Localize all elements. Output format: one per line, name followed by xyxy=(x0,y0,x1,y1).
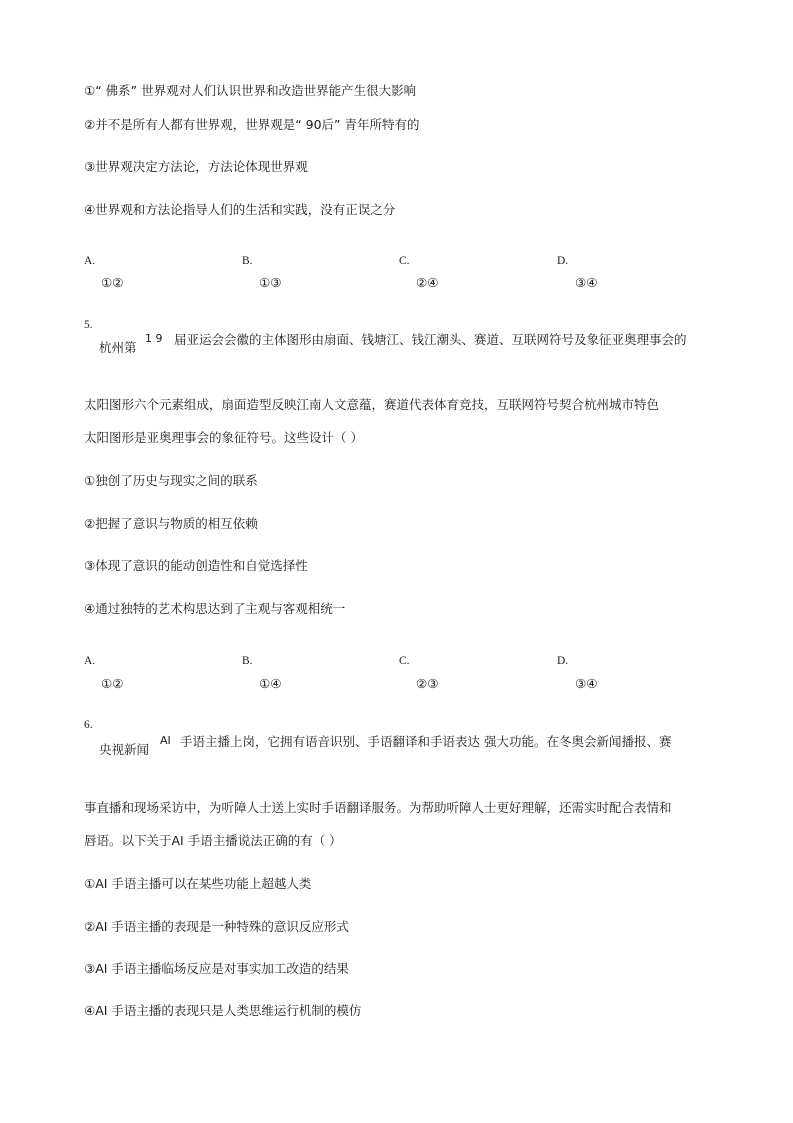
q5-option-d-value: ③④ xyxy=(575,676,598,691)
q4-option-d-value: ③④ xyxy=(575,275,598,290)
q5-statement-3: ③体现了意识的能动创造性和自觉选择性 xyxy=(84,558,308,573)
q6-statement-1: ①AI 手语主播可以在某些功能上超越人类 xyxy=(84,876,312,891)
q5-statement-2: ②把握了意识与物质的相互依赖 xyxy=(84,516,258,531)
q6-lead: 央视新闻 xyxy=(99,742,150,757)
q5-option-c-value: ②③ xyxy=(416,676,439,691)
q6-number: 6. xyxy=(84,719,93,731)
q4-option-a-letter: A. xyxy=(84,255,96,267)
q6-statement-2: ②AI 手语主播的表现是一种特殊的意识反应形式 xyxy=(84,919,349,934)
q4-statement-1: ①“ 佛系” 世界观对人们认识世界和改造世界能产生很大影响 xyxy=(84,83,417,98)
q5-line-1: 届亚运会会徽的主体图形由扇面、钱塘江、钱江潮头、赛道、互联网符号及象征亚奥理事会的 xyxy=(174,332,687,347)
q6-line-1: 手语主播上岗，它拥有语音识别、手语翻译和手语表达 强大功能。在冬奥会新闻播报、赛 xyxy=(180,734,672,749)
q4-option-c-value: ②④ xyxy=(416,275,439,290)
q6-line-2: 事直播和现场采访中，为听障人士送上实时手语翻译服务。为帮助听障人士更好理解，还需实时配合表情和 xyxy=(84,800,672,815)
q5-option-a-value: ①② xyxy=(101,676,124,691)
q4-option-b-letter: B. xyxy=(242,255,253,267)
q4-option-b-value: ①③ xyxy=(259,275,282,290)
q5-option-c-letter: C. xyxy=(399,655,410,667)
q6-statement-4: ④AI 手语主播的表现只是人类思维运行机制的模仿 xyxy=(84,1003,362,1018)
q5-line-2: 太阳图形六个元素组成，扇面造型反映江南人文意蕴，赛道代表体育竞技，互联网符号契合杭州城市特色 xyxy=(84,397,660,412)
q5-lead: 杭州第 xyxy=(99,340,137,355)
q5-option-d-letter: D. xyxy=(557,655,569,667)
q5-statement-4: ④通过独特的艺术构思达到了主观与客观相统一 xyxy=(84,601,346,616)
q5-number: 5. xyxy=(84,319,93,331)
q6-ai-label: AI xyxy=(160,734,171,747)
q6-statement-3: ③AI 手语主播临场反应是对事实加工改造的结果 xyxy=(84,961,349,976)
q4-option-a-value: ①② xyxy=(101,275,124,290)
q4-option-d-letter: D. xyxy=(557,255,569,267)
q5-superscript: 1 9 xyxy=(145,332,163,345)
q5-option-b-letter: B. xyxy=(242,655,253,667)
q4-option-c-letter: C. xyxy=(399,255,410,267)
q5-line-3: 太阳图形是亚奥理事会的象征符号。这些设计（ ） xyxy=(84,430,363,445)
q4-statement-3: ③世界观决定方法论，方法论体现世界观 xyxy=(84,159,308,174)
q5-statement-1: ①独创了历史与现实之间的联系 xyxy=(84,473,258,488)
q4-statement-4: ④世界观和方法论指导人们的生活和实践，没有正误之分 xyxy=(84,202,396,217)
q5-option-b-value: ①④ xyxy=(259,676,282,691)
q5-option-a-letter: A. xyxy=(84,655,96,667)
q4-statement-2: ②并不是所有人都有世界观，世界观是“ 90后” 青年所特有的 xyxy=(84,117,420,132)
q6-line-3: 唇语。以下关于AI 手语主播说法正确的有（ ） xyxy=(84,833,342,848)
